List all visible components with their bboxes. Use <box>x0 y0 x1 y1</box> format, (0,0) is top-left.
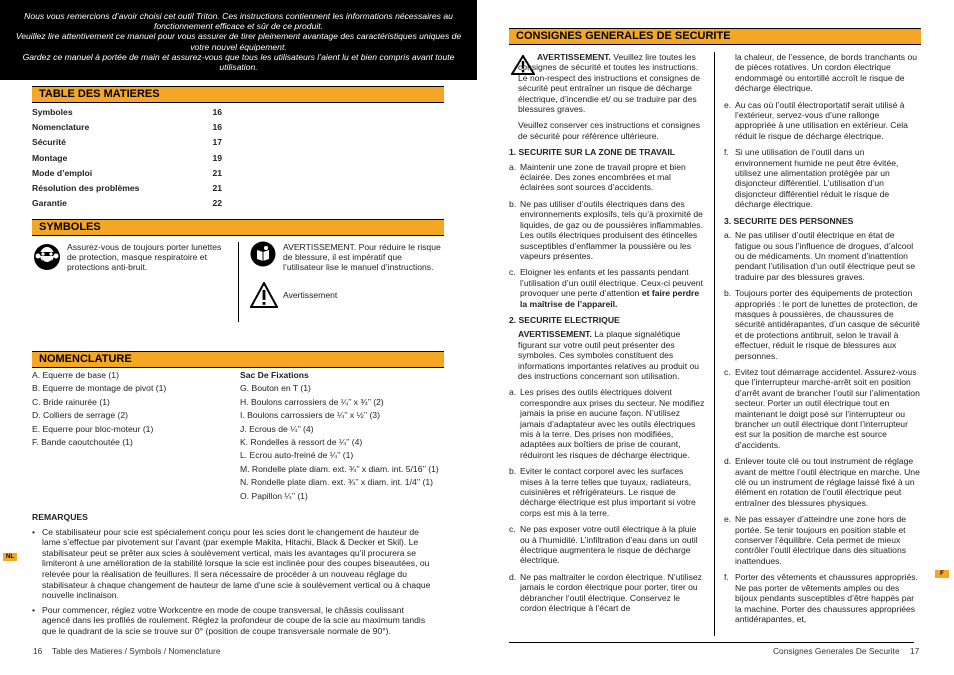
nomenclature-header: NOMENCLATURE <box>32 351 444 368</box>
toc-item[interactable]: Mode d’emploi 21 <box>32 167 222 178</box>
list-item: d. Ne pas maltraiter le cordon électrique. N’utilisez jamais le cordon électrique pour porter, tirer ou débrancher l’outil électrique. Conservez le cordon électrique à l’écart de <box>509 571 702 614</box>
section-title-work-area: 1. SECURITE SUR LA ZONE DE TRAVAIL <box>509 147 675 158</box>
column-divider <box>714 52 715 636</box>
cord-continuation: la chaleur, de l’essence, de bords tranchants ou de pièces rotatives. Un cordon électrique endommagé ou entortillé accroît le risque de décharge électrique. <box>735 52 918 94</box>
intro-line-2: Veuillez lire attentivement ce manuel pour vous assurer de tirer pleinement avantage des caractéristiques uniques de votre nouvel équipement. <box>15 31 462 52</box>
list-item: A. Equerre de base (1) <box>32 370 119 380</box>
footer-right-title: Consignes Generales De Securite <box>773 646 900 656</box>
toc-item[interactable]: Résolution des problèmes 21 <box>32 182 222 193</box>
list-item: f. Porter des vêtements et chaussures appropriés. Ne pas porter de vêtements amples ou des bijoux pendants susceptibles d’être happés par la machine. Porter des chaussures appropriées antidérapantes, et, <box>724 572 918 624</box>
remarks-title: REMARQUES <box>32 512 88 522</box>
intro-line-3: Gardez ce manuel à portée de main et assurez-vous que tous les utilisateurs l’aient lu et bien compris avant toute utilisation. <box>22 51 455 73</box>
list-item: J. Ecrous de ¼’’ (4) <box>240 423 314 434</box>
list-item: b. Ne pas utiliser d’outils électriques dans des environnements explosifs, tels qu’à proximité de liquides, de gaz ou de poussières inflammables. Les outils électriques produisent des étincelles susceptibles d’enflammer la poussière ou les vapeurs présentes. <box>509 198 703 261</box>
list-item: c. Eloigner les enfants et les passants pendant l’utilisation d’un outil électrique. Ceux-ci peuvent provoquer une perte d’attention et faire perdre la maîtrise de l’appareil. <box>509 267 703 309</box>
list-item: b. Eviter le contact corporel avec les surfaces mises à la terre telles que tuyaux, radiateurs, cuisinières et réfrigérateurs. Le risque de décharge électrique est plus important si votre corps est mis à la terre. <box>509 466 696 518</box>
language-tab-left: NL <box>3 553 17 561</box>
list-item: d. Enlever toute clé ou tout instrument de réglage avant de mettre l’outil électrique en marche. Une clé ou un instrument de réglage laissé fixé à un élément en rotation de l’outil électrique peut entraîner des blessures physiques. <box>724 456 920 508</box>
footer-left-page: 16 <box>33 646 43 656</box>
list-item: I. Boulons carrossiers de ¼’’ x ½’’ (3) <box>240 410 380 421</box>
protective-gear-icon <box>33 243 61 271</box>
remarks-section <box>32 512 432 641</box>
list-item: b. Toujours porter des équipements de protection appropriés : le port de lunettes de protection, de masques à poussières, de chaussures de sécurité antidérapantes, d’un casque de sécurité et de protections antibruit, selon le travail à effectuer, réduit le risque de blessures aux personnes. <box>724 288 920 361</box>
list-item: K. Rondelles à ressort de ¼’’ (4) <box>240 437 363 448</box>
safety-header: CONSIGNES GENERALES DE SECURITE <box>509 28 921 45</box>
list-item: B. Equerre de montage de pivot (1) <box>32 383 167 394</box>
list-item: C. Bride rainurée (1) <box>32 396 110 407</box>
list-item: F. Bande caoutchoutée (1) <box>32 437 133 448</box>
list-item: a. Maintenir une zone de travail propre et bien éclairée. Des zones encombrées et mal éclairées sont sources d’accidents. <box>509 161 686 193</box>
symbols-header: SYMBOLES <box>32 219 444 236</box>
nomenclature-list-right <box>240 369 450 503</box>
list-item: a. Ne pas utiliser d’outil électrique en état de fatigue ou sous l’influence de drogues, d’alcool ou de médicaments. Un moment d’inattention pendant l’utilisation d’un outil électrique peut se traduire par des blessures graves. <box>724 230 916 282</box>
read-manual-icon <box>250 241 276 267</box>
list-item: O. Papillon ¼’’ (1) <box>240 490 308 501</box>
footer-left-title: Table des Matieres / Symbols / Nomenclature <box>52 646 221 656</box>
toc-item[interactable]: Sécurité 17 <box>32 137 222 148</box>
section-title-electrical: 2. SECURITE ELECTRIQUE <box>509 314 620 325</box>
list-item: D. Colliers de serrage (2) <box>32 410 128 421</box>
warning-triangle-icon <box>250 282 278 308</box>
list-item: E. Equerre pour bloc-moteur (1) <box>32 423 154 434</box>
list-item: • Pour commencer, réglez votre Workcentre en mode de coupe transversal, le châssis coulissant agencé dans les profilés de roulement. Réglez la profondeur de coupe de la scie au maximum tandis que le quadrant de la scie se trouve sur 0° (position de coupe transversale normale de 90°). <box>42 605 432 637</box>
list-item: G. Bouton en T (1) <box>240 383 311 394</box>
nomenclature-list-left <box>32 369 232 449</box>
toc-item[interactable]: Garantie 22 <box>32 198 222 209</box>
list-item: • Ce stabilisateur pour scie est spécialement conçu pour les scies dont le changement de hauteur de lame s’effectue par pivotement sur l’avant (par exemple Makita, Hitachi, Black & Decker et Skil). Le stabilisateur peut se prêter aux scies à soulèvement vertical, mais les avantages qu’il procurera se limiteront à une amélioration de la stabilité lorsque la scie est inclinée pour des coupes biseautées, ou relevée pour la réalisation de feuillures. Il sera nécessaire de procéder à un nouveau réglage du stabilisateur à chaque changement de hauteur de lame d’une scie à soulèvement vertical ou à chaque nouvelle inclinaison. <box>42 527 432 601</box>
list-item: e. Ne pas essayer d’atteindre une zone hors de portée. Se tenir toujours en position stable et conserver l’équilibre. Cela permet de mieux contrôler l’outil électrique dans des situations inattendues. <box>724 514 907 566</box>
toc-list <box>32 107 222 213</box>
list-item: L. Ecrou auto-freiné de ¼’’ (1) <box>240 450 354 461</box>
protection-text: Assurez-vous de toujours porter lunettes de protection, masque respiratoire et protections anti-bruit. <box>67 242 222 273</box>
safety-column-1 <box>509 52 706 620</box>
toc-item[interactable]: Montage 19 <box>32 152 222 163</box>
list-item: H. Boulons carrossiers de ¼’’ x ¾’’ (2) <box>240 396 384 407</box>
toc-item[interactable]: Nomenclature 16 <box>32 122 222 133</box>
symbols-divider <box>238 242 239 322</box>
toc-item[interactable]: Symboles 16 <box>32 107 222 117</box>
list-item: f. Si une utilisation de l’outil dans un environnement humide ne peut être évitée, utilisez une alimentation protégée par un disjoncteur différentiel. L’utilisation d’un disjoncteur différentiel réduit le risque de décharge électrique. <box>724 147 899 210</box>
intro-line-1: Nous vous remercions d’avoir choisi cet outil Triton. Ces instructions contiennent les informations nécessaires au fonctionnement efficace et sûr de ce produit. <box>24 11 453 32</box>
footer-right-page: 17 <box>910 646 920 656</box>
safety-column-2 <box>724 52 921 630</box>
general-warning: AVERTISSEMENT. Veuillez lire toutes les consignes de sécurité et toutes les instructions. Le non-respect des instructions et consignes de sécurité peut entraîner un risque de décharge électrique, d’incendie et/ ou se traduire par des blessures graves. <box>518 52 701 115</box>
warning-text: Avertissement <box>283 290 338 300</box>
toc-header: TABLE DES MATIERES <box>32 86 444 103</box>
list-item: c. Ne pas exposer votre outil électrique à la pluie ou à l’humidité. L’infiltration d’eau dans un outil électrique augmentera le risque de décharge électrique. <box>509 524 698 566</box>
bag-title: Sac De Fixations <box>240 370 309 380</box>
remarks-list <box>32 527 432 637</box>
language-tab-right: F <box>935 570 949 578</box>
list-item: e. Au cas où l’outil électroportatif serait utilisé à l’extérieur, servez-vous d’une rallonge appropriée à une utilisation en extérieur. Cela réduit le risque de décharge électrique. <box>724 99 908 141</box>
footer-rule <box>509 642 914 643</box>
list-item: M. Rondelle plate diam. ext. ¾’’ x diam. int. 5/16’’ (1) <box>240 463 439 474</box>
keep-instructions: Veuillez conserver ces instructions et consignes de sécurité pour référence ultérieure. <box>518 120 700 141</box>
list-item: a. Les prises des outils électriques doivent correspondre aux prises du secteur. Ne modifiez jamais la prise en aucune façon. N’utilisez jamais d’adaptateur avec les outils électriques mis à la terre. Des prises non modifiées, adaptées aux boîtiers de prise de courant, réduiront les risques de décharge électrique. <box>509 387 705 460</box>
intro-box <box>0 0 477 80</box>
section-title-personal: 3. SECURITE DES PERSONNES <box>724 215 854 226</box>
list-item: N. Rondelle plate diam. ext. ¾’’ x diam. int. 1/4’’ (1) <box>240 477 433 488</box>
manual-text: AVERTISSEMENT. Pour réduire le risque de blessure, il est impératif que l’utilisateur lise le manuel d’instructions. <box>283 242 441 273</box>
list-item: c. Evitez tout démarrage accidentel. Assurez-vous que l’interrupteur marche-arrêt soit en position d’arrêt avant de brancher l’outil sur l’alimentation secteur. Porter un outil électrique tout en maintenant le doigt posé sur l’interrupteur ou brancher un outil électrique dont l’interrupteur est sur la position de marche est source d’accidents. <box>724 366 920 450</box>
electrical-warning: AVERTISSEMENT. La plaque signalétique figurant sur votre outil peut présenter des symboles. Ces symboles constituent des informations importantes relatives au produit ou des instructions concernant son utilisation. <box>518 329 700 381</box>
